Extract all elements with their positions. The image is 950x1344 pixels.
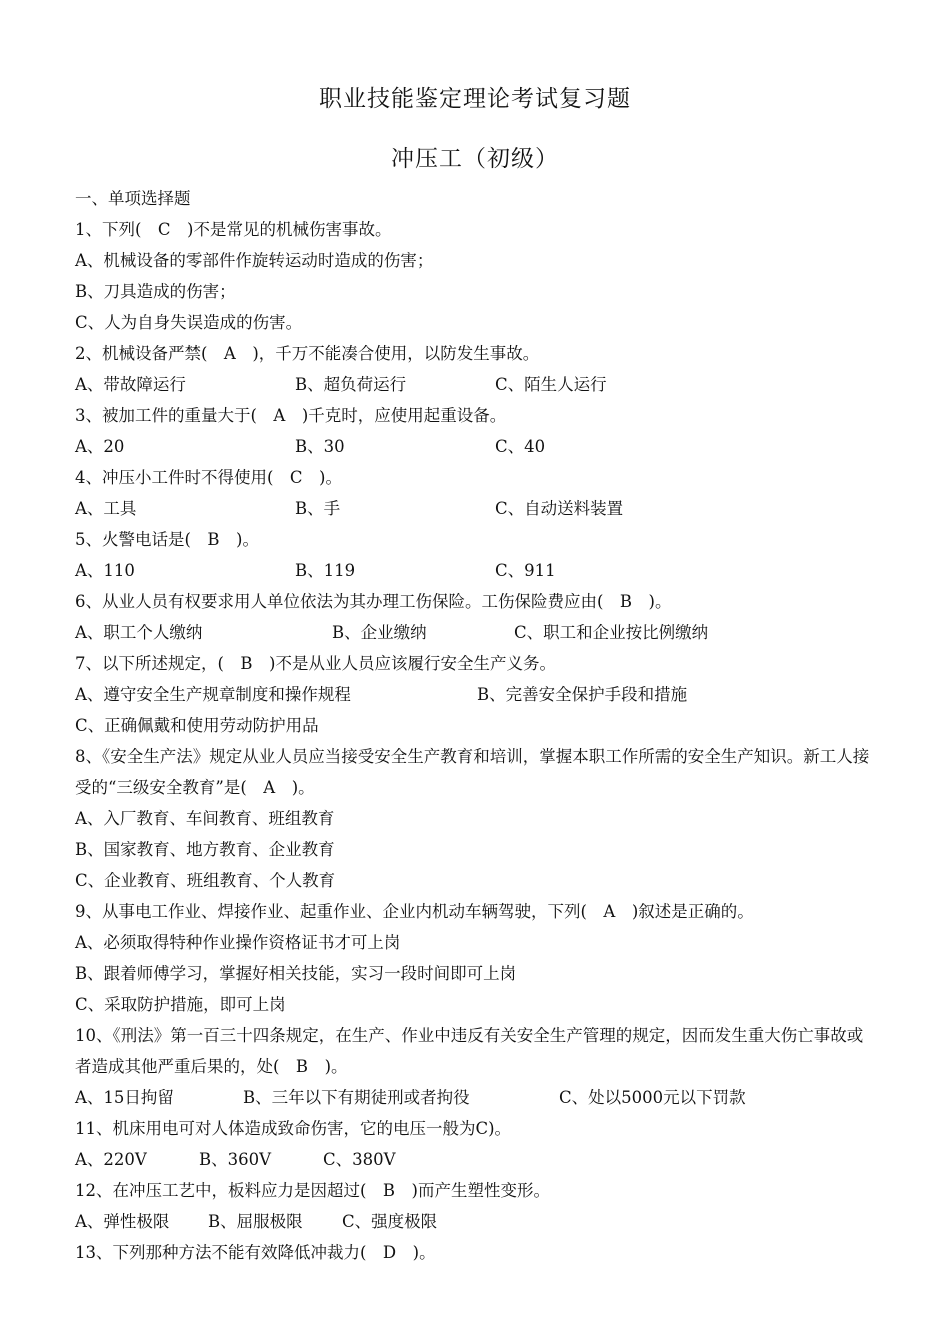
- q3-option-c: C、40: [495, 437, 546, 456]
- q7-option-a: A、遵守安全生产规章制度和操作规程: [75, 685, 351, 704]
- question-8: 8、《安全生产法》规定从业人员应当接受安全生产教育和培训，掌握本职工作所需的安全生产知识。新工人接受的“三级安全教育”是( A )。: [75, 747, 870, 797]
- q5-option-b: B、119: [295, 561, 356, 580]
- q9-option-a: A、必须取得特种作业操作资格证书才可上岗: [75, 933, 401, 952]
- q5-option-a: A、110: [75, 561, 135, 580]
- q3-option-a: A、20: [75, 437, 125, 456]
- q10-option-a: A、15日拘留: [75, 1088, 174, 1107]
- q11-options: [75, 1144, 875, 1175]
- q2-option-b: B、超负荷运行: [295, 375, 407, 394]
- q6-options: [75, 617, 875, 648]
- q10-options: [75, 1082, 875, 1113]
- q2-option-c: C、陌生人运行: [495, 375, 607, 394]
- q9-option-b: B、跟着师傅学习，掌握好相关技能，实习一段时间即可上岗: [75, 964, 517, 983]
- question-10: 10、《刑法》第一百三十四条规定，在生产、作业中违反有关安全生产管理的规定，因而发生重大伤亡事故或者造成其他严重后果的，处( B )。: [75, 1026, 864, 1076]
- q12-options: [75, 1206, 875, 1237]
- q2-options: [75, 369, 875, 400]
- q8-option-c: C、企业教育、班组教育、个人教育: [75, 871, 336, 890]
- question-9: 9、从事电工作业、焊接作业、起重作业、企业内机动车辆驾驶，下列( A )叙述是正确的。: [75, 902, 754, 921]
- q3-option-b: B、30: [295, 437, 345, 456]
- q1-option-c: C、人为自身失误造成的伤害。: [75, 313, 303, 332]
- question-1: 1、下列( C )不是常见的机械伤害事故。: [75, 220, 392, 239]
- q3-options: [75, 431, 875, 462]
- question-11: 11、机床用电可对人体造成致命伤害，它的电压一般为C)。: [75, 1119, 512, 1138]
- question-13: 13、下列那种方法不能有效降低冲裁力( D )。: [75, 1243, 436, 1262]
- question-12: 12、在冲压工艺中，板料应力是因超过( B )而产生塑性变形。: [75, 1181, 550, 1200]
- question-4: 4、冲压小工件时不得使用( C )。: [75, 468, 342, 487]
- q12-option-a: A、弹性极限: [75, 1212, 170, 1231]
- q8-option-b: B、国家教育、地方教育、企业教育: [75, 840, 335, 859]
- question-3: 3、被加工件的重量大于( A )千克时，应使用起重设备。: [75, 406, 507, 425]
- question-6: 6、从业人员有权要求用人单位依法为其办理工伤保险。工伤保险费应由( B )。: [75, 592, 672, 611]
- q4-option-b: B、手: [295, 499, 341, 518]
- q12-option-b: B、屈服极限: [208, 1212, 303, 1231]
- q4-options: [75, 493, 875, 524]
- question-list: [75, 183, 875, 1268]
- q5-options: [75, 555, 875, 586]
- q10-option-b: B、三年以下有期徒刑或者拘役: [243, 1088, 470, 1107]
- q11-option-b: B、360V: [199, 1150, 272, 1169]
- q7-option-b: B、完善安全保护手段和措施: [477, 685, 688, 704]
- q7-option-c: C、正确佩戴和使用劳动防护用品: [75, 716, 319, 735]
- q1-option-b: B、刀具造成的伤害；: [75, 282, 236, 301]
- q2-option-a: A、带故障运行: [75, 375, 186, 394]
- document-title: 职业技能鉴定理论考试复习题: [319, 86, 631, 112]
- q4-option-a: A、工具: [75, 499, 137, 518]
- document-subtitle: 冲压工（初级）: [391, 146, 559, 172]
- q9-option-c: C、采取防护措施，即可上岗: [75, 995, 286, 1014]
- q12-option-c: C、强度极限: [342, 1212, 438, 1231]
- q6-option-a: A、职工个人缴纳: [75, 623, 203, 642]
- q11-option-c: C、380V: [323, 1150, 396, 1169]
- q4-option-c: C、自动送料装置: [495, 499, 624, 518]
- question-5: 5、火警电话是( B )。: [75, 530, 259, 549]
- q5-option-c: C、911: [495, 561, 556, 580]
- question-2: 2、机械设备严禁( A )，千万不能凑合使用，以防发生事故。: [75, 344, 540, 363]
- section-heading: 一、单项选择题: [75, 189, 191, 208]
- q7-options: [75, 679, 875, 710]
- q10-option-c: C、处以5000元以下罚款: [559, 1088, 746, 1107]
- q6-option-b: B、企业缴纳: [332, 623, 427, 642]
- q8-option-a: A、入厂教育、车间教育、班组教育: [75, 809, 335, 828]
- q11-option-a: A、220V: [75, 1150, 147, 1169]
- q1-option-a: A、机械设备的零部件作旋转运动时造成的伤害；: [75, 251, 434, 270]
- question-7: 7、以下所述规定，( B )不是从业人员应该履行安全生产义务。: [75, 654, 556, 673]
- q6-option-c: C、职工和企业按比例缴纳: [514, 623, 709, 642]
